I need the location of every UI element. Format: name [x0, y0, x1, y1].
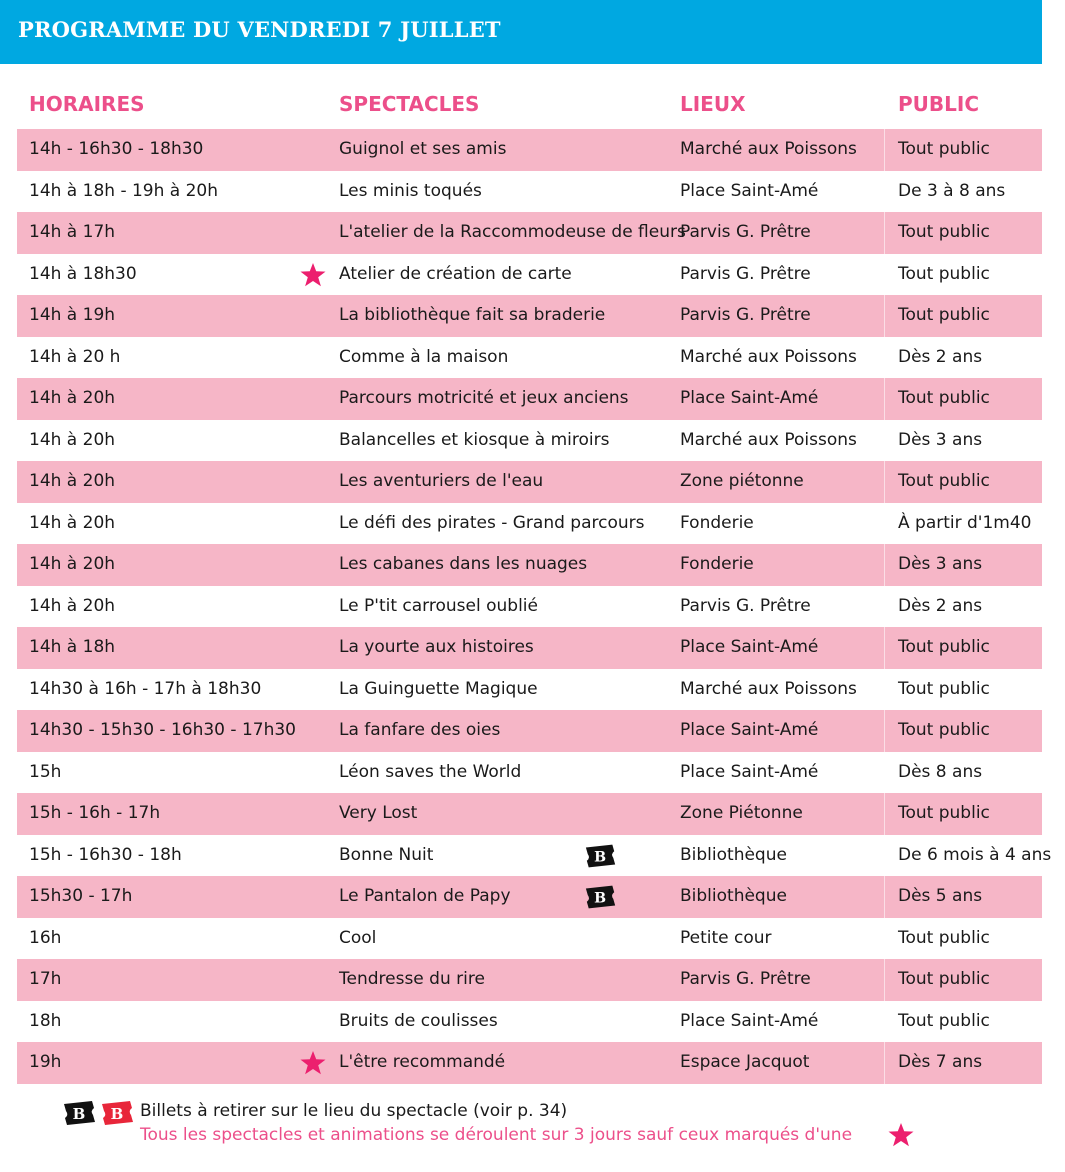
row-show: La fanfare des oies — [339, 720, 501, 740]
row-time: 14h à 20h — [29, 512, 116, 533]
column-headers — [0, 92, 1065, 122]
row-time: 14h à 19h — [29, 305, 116, 325]
row-public: De 3 à 8 ans — [898, 180, 1006, 201]
row-show: Les cabanes dans les nuages — [339, 554, 588, 574]
row-time: 14h à 17h — [29, 222, 116, 242]
row-place: Parvis G. Prêtre — [680, 263, 811, 284]
table-row — [17, 710, 1042, 752]
row-show: L'être recommandé — [339, 1052, 506, 1072]
ticket-icon — [60, 1100, 136, 1126]
legend-tickets-note: Billets à retirer sur le lieu du spectacle (voir p. 34) — [140, 1101, 568, 1121]
table-row — [17, 586, 1042, 628]
row-show: Very Lost — [339, 803, 418, 823]
row-time: 19h — [29, 1052, 62, 1072]
table-row — [17, 918, 1042, 960]
row-time: 14h à 18h30 — [29, 263, 137, 284]
row-public: De 6 mois à 4 ans — [898, 844, 1052, 865]
svg-text:B: B — [594, 849, 607, 866]
row-time: 14h30 à 16h - 17h à 18h30 — [29, 678, 262, 699]
column-header-public: PUBLIC — [898, 92, 980, 116]
table-row — [17, 212, 1042, 254]
row-time: 14h à 20h — [29, 388, 116, 408]
row-place: Petite cour — [680, 927, 772, 948]
row-public: Dès 3 ans — [898, 554, 983, 574]
row-time: 15h - 16h - 17h — [29, 803, 161, 823]
table-row — [17, 295, 1042, 337]
page-header — [0, 0, 1042, 64]
row-show: Tendresse du rire — [339, 969, 485, 989]
row-place: Place Saint-Amé — [680, 637, 819, 657]
row-show: Le P'tit carrousel oublié — [339, 595, 538, 616]
svg-text:B: B — [110, 1105, 124, 1123]
row-public: Tout public — [898, 471, 990, 491]
row-show: Le défi des pirates - Grand parcours — [339, 512, 645, 533]
ticket-icon — [584, 843, 618, 869]
table-row — [17, 420, 1042, 462]
table-row — [17, 337, 1042, 379]
row-place: Bibliothèque — [680, 844, 787, 865]
table-row — [17, 876, 1042, 918]
legend-star-note: Tous les spectacles et animations se déroulent sur 3 jours sauf ceux marqués d'une — [140, 1125, 853, 1145]
row-time: 14h à 20h — [29, 471, 116, 491]
row-show: Les minis toqués — [339, 180, 482, 201]
schedule-table — [17, 129, 1052, 1084]
table-row — [17, 835, 1052, 877]
row-show: La Guinguette Magique — [339, 678, 538, 699]
row-place: Parvis G. Prêtre — [680, 305, 811, 325]
row-time: 18h — [29, 1010, 62, 1031]
row-show: Bruits de coulisses — [339, 1010, 498, 1031]
row-public: Tout public — [898, 305, 990, 325]
row-time: 15h - 16h30 - 18h — [29, 844, 182, 865]
row-show: Léon saves the World — [339, 761, 522, 782]
row-show: L'atelier de la Raccommodeuse de fleurs — [339, 222, 686, 242]
row-place: Marché aux Poissons — [680, 139, 857, 159]
star-icon — [299, 262, 327, 288]
page-title: PROGRAMME DU VENDREDI 7 JUILLET — [18, 17, 501, 42]
table-row — [17, 254, 1042, 296]
svg-text:B: B — [594, 890, 607, 907]
row-place: Fonderie — [680, 512, 754, 533]
row-public: Dès 7 ans — [898, 1052, 983, 1072]
row-public: Tout public — [898, 1010, 990, 1031]
table-row — [17, 378, 1042, 420]
star-icon — [887, 1122, 915, 1148]
row-public: Tout public — [898, 927, 990, 948]
column-header-places: LIEUX — [680, 92, 746, 116]
legend — [60, 1100, 960, 1160]
table-row — [17, 544, 1042, 586]
row-public: Tout public — [898, 969, 990, 989]
row-show: La yourte aux histoires — [339, 637, 534, 657]
row-show: La bibliothèque fait sa braderie — [339, 305, 606, 325]
table-row — [17, 461, 1042, 503]
row-place: Place Saint-Amé — [680, 388, 819, 408]
row-place: Marché aux Poissons — [680, 678, 857, 699]
row-place: Espace Jacquot — [680, 1052, 810, 1072]
row-time: 14h à 20h — [29, 554, 116, 574]
row-place: Place Saint-Amé — [680, 180, 819, 201]
table-row — [17, 1042, 1042, 1084]
row-show: Parcours motricité et jeux anciens — [339, 388, 629, 408]
row-time: 14h à 20h — [29, 595, 116, 616]
row-public: Tout public — [898, 678, 990, 699]
row-show: Le Pantalon de Papy — [339, 886, 511, 906]
row-show: Guignol et ses amis — [339, 139, 507, 159]
row-place: Bibliothèque — [680, 886, 787, 906]
row-public: Tout public — [898, 720, 990, 740]
column-header-shows: SPECTACLES — [339, 92, 480, 116]
row-public: Dès 3 ans — [898, 429, 983, 450]
row-place: Place Saint-Amé — [680, 720, 819, 740]
table-row — [17, 171, 1042, 213]
row-show: Atelier de création de carte — [339, 263, 572, 284]
row-place: Marché aux Poissons — [680, 346, 857, 367]
row-place: Zone Piétonne — [680, 803, 803, 823]
row-time: 14h30 - 15h30 - 16h30 - 17h30 — [29, 720, 296, 740]
row-public: À partir d'1m40 — [898, 512, 1032, 533]
row-public: Dès 2 ans — [898, 346, 983, 367]
svg-text:B: B — [72, 1105, 86, 1123]
row-public: Tout public — [898, 388, 990, 408]
table-row — [17, 627, 1042, 669]
row-public: Dès 2 ans — [898, 595, 983, 616]
row-public: Tout public — [898, 222, 990, 242]
row-time: 14h - 16h30 - 18h30 — [29, 139, 204, 159]
row-time: 14h à 20 h — [29, 346, 121, 367]
row-place: Zone piétonne — [680, 471, 804, 491]
row-place: Parvis G. Prêtre — [680, 595, 811, 616]
row-show: Les aventuriers de l'eau — [339, 471, 544, 491]
row-public: Tout public — [898, 263, 990, 284]
row-time: 17h — [29, 969, 62, 989]
row-place: Marché aux Poissons — [680, 429, 857, 450]
table-row — [17, 669, 1042, 711]
table-row — [17, 1001, 1042, 1043]
row-time: 15h — [29, 761, 62, 782]
row-show: Bonne Nuit — [339, 844, 434, 865]
ticket-icon — [584, 884, 618, 910]
table-row — [17, 959, 1042, 1001]
row-show: Cool — [339, 927, 377, 948]
table-row — [17, 793, 1042, 835]
row-public: Tout public — [898, 637, 990, 657]
row-place: Fonderie — [680, 554, 754, 574]
table-row — [17, 503, 1042, 545]
row-time: 15h30 - 17h — [29, 886, 133, 906]
row-public: Dès 8 ans — [898, 761, 983, 782]
row-public: Dès 5 ans — [898, 886, 983, 906]
row-show: Balancelles et kiosque à miroirs — [339, 429, 610, 450]
row-place: Place Saint-Amé — [680, 1010, 819, 1031]
row-time: 14h à 18h — [29, 637, 116, 657]
star-icon — [299, 1050, 327, 1076]
row-place: Place Saint-Amé — [680, 761, 819, 782]
row-public: Tout public — [898, 139, 990, 159]
table-row — [17, 752, 1042, 794]
row-time: 14h à 20h — [29, 429, 116, 450]
row-time: 16h — [29, 927, 62, 948]
table-row — [17, 129, 1042, 171]
row-place: Parvis G. Prêtre — [680, 222, 811, 242]
row-time: 14h à 18h - 19h à 20h — [29, 180, 219, 201]
row-place: Parvis G. Prêtre — [680, 969, 811, 989]
row-show: Comme à la maison — [339, 346, 509, 367]
column-header-times: HORAIRES — [29, 92, 145, 116]
row-public: Tout public — [898, 803, 990, 823]
